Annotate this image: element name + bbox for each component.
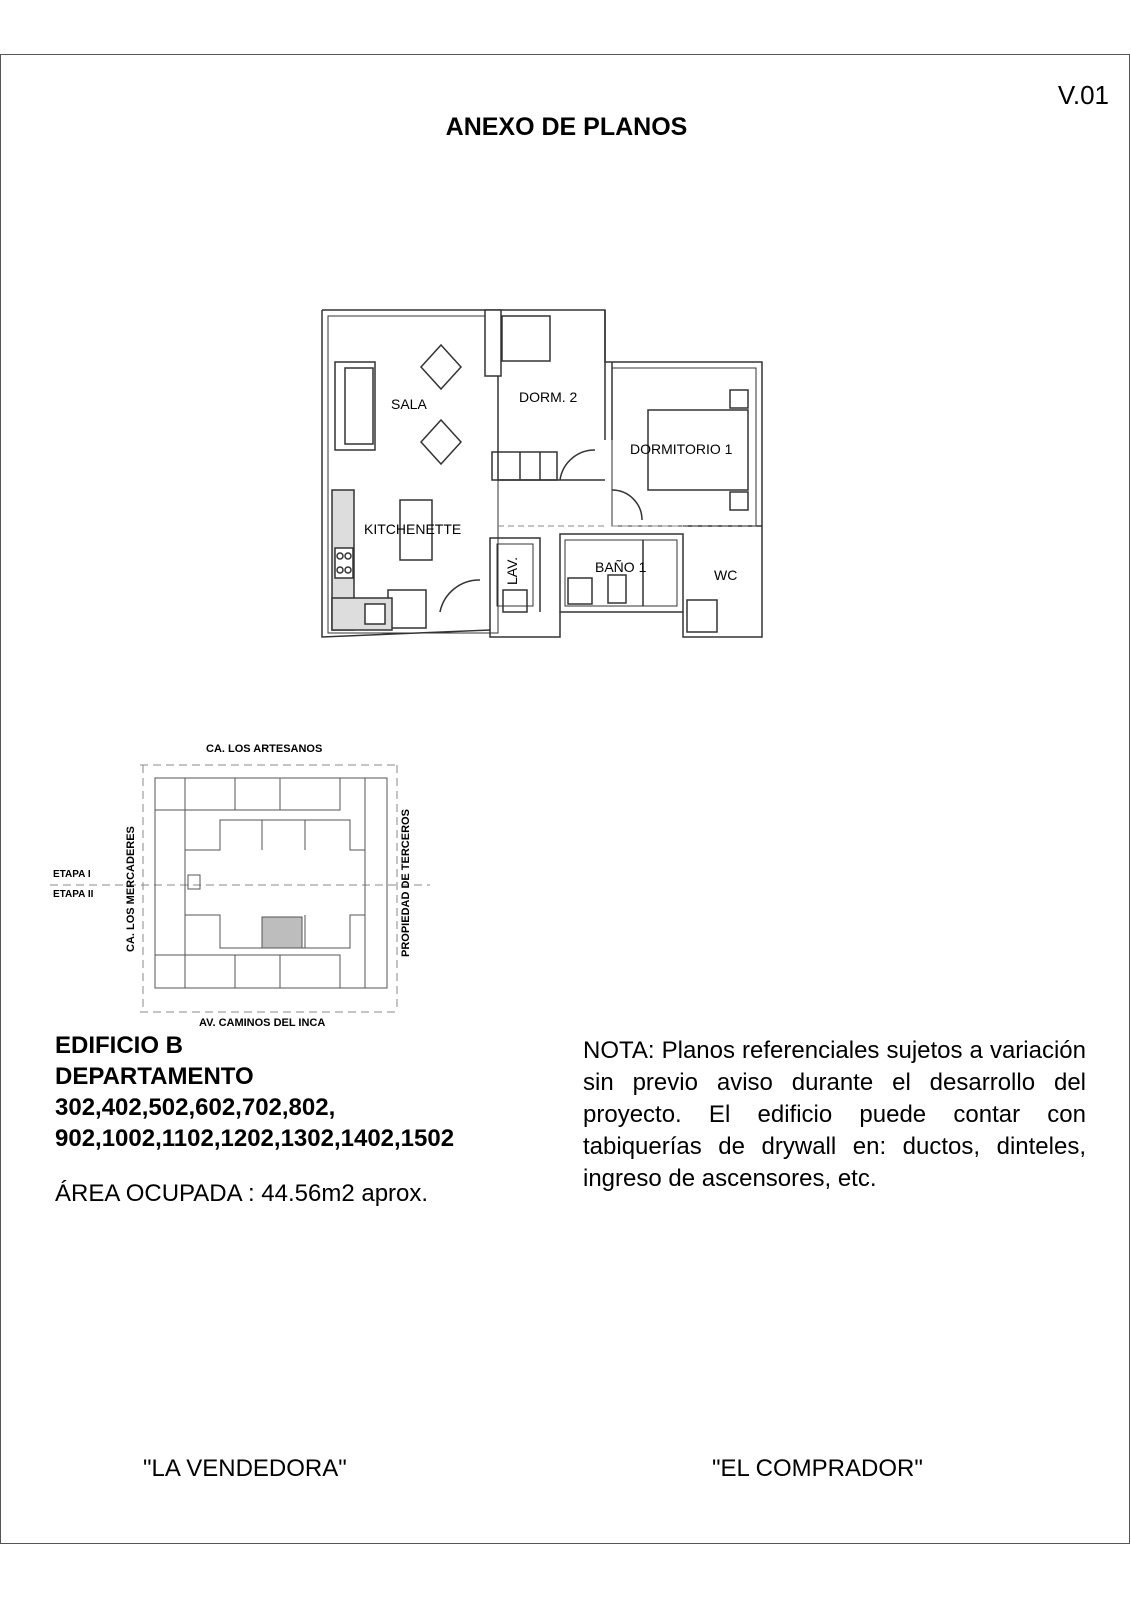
floor-plan: [300, 250, 780, 650]
seller-signature-label: "LA VENDEDORA": [143, 1455, 347, 1482]
site-plan: [40, 700, 440, 1040]
occupied-area: ÁREA OCUPADA : 44.56m2 aprox.: [55, 1180, 429, 1207]
property-east: PROPIEDAD DE TERCEROS: [400, 809, 412, 957]
room-label-dorm2: DORM. 2: [519, 389, 578, 405]
units-line-2: 902,1002,1102,1202,1302,1402,1502: [55, 1125, 455, 1152]
room-label-lav: LAV.: [504, 556, 520, 585]
page-title: ANEXO DE PLANOS: [445, 113, 688, 141]
etapa-1-label: ETAPA I: [53, 869, 91, 880]
unit-info: [55, 1030, 535, 1208]
note-text: NOTA: Planos referenciales sujetos a variación sin previo aviso durante el desarrollo del proyecto. El edificio puede contar con tabiquerías de drywall en: ductos, dinteles, ingreso de ascensores, etc.: [583, 1037, 1086, 1192]
units-line-1: 302,402,502,602,702,802,: [55, 1094, 336, 1121]
version-label: V.01: [1057, 80, 1109, 110]
room-label-kitchenette: KITCHENETTE: [364, 521, 462, 537]
street-south: AV. CAMINOS DEL INCA: [199, 1017, 326, 1029]
building-label: EDIFICIO B: [55, 1032, 184, 1059]
room-label-bano1: BAÑO 1: [595, 559, 647, 575]
room-label-sala: SALA: [391, 396, 427, 412]
room-label-dorm1: DORMITORIO 1: [630, 441, 733, 457]
buyer-signature-label: "EL COMPRADOR": [712, 1455, 923, 1482]
street-north: CA. LOS ARTESANOS: [206, 743, 323, 755]
department-label: DEPARTAMENTO: [55, 1063, 254, 1090]
room-label-wc: WC: [714, 567, 738, 583]
street-west: CA. LOS MERCADERES: [125, 826, 137, 952]
etapa-2-label: ETAPA II: [53, 889, 94, 900]
